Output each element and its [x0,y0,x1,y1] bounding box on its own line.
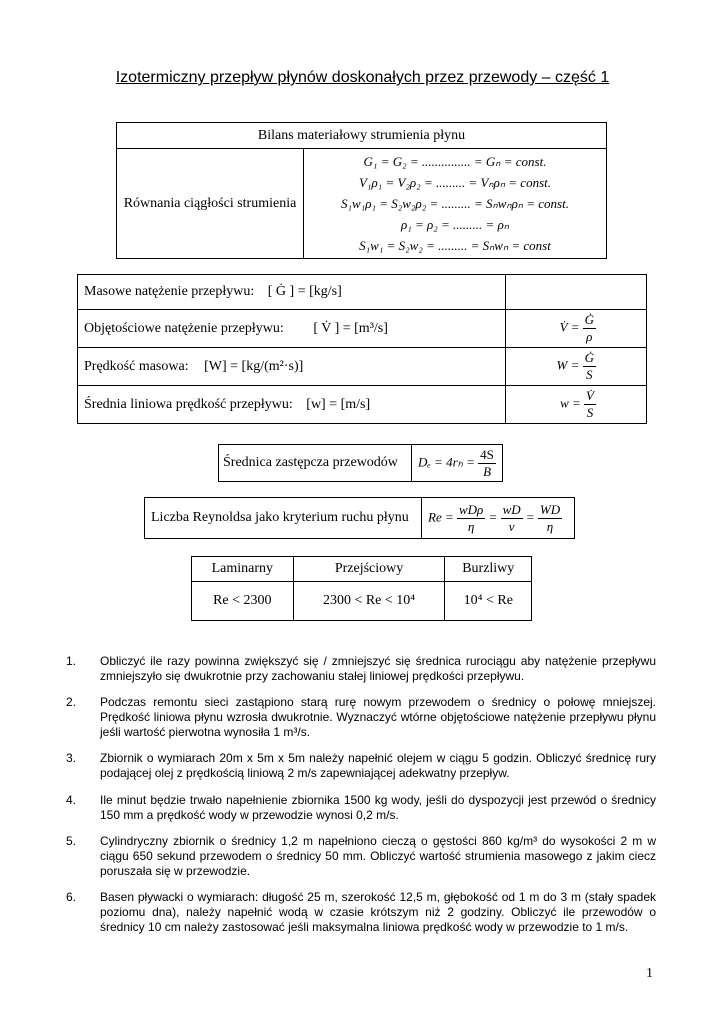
formula-numerator: wDρ [458,501,484,517]
formula-fraction [538,502,562,535]
diameter-table [218,444,503,482]
diameter-formula [412,445,503,482]
reynolds-label: Liczba Reynoldsa jako kryterium ruchu płynu [145,498,422,539]
formula-numerator: WD [539,501,561,517]
list-item [66,793,656,823]
formula-lhs: W = [556,357,580,373]
flow-label: Średnia liniowa prędkość przepływu: [84,396,293,412]
formula-fraction [457,502,485,535]
formula-numerator: 4S [480,446,494,462]
formula-fraction [501,502,523,535]
problem-text: Cylindryczny zbiornik o średnicy 1,2 m napełniono cieczą o gęstości 860 kg/m³ do wysokości 2 m w ciągu 650 sekund przewodem o średnicy 50 mm. Obliczyć wartość strumienia masowego z jakim ciecz poruszała się w przewodzie. [100,834,656,878]
equation-volume: V₁ρ₁ = V₂ρ₂ = ......... = Vₙρₙ = const. [358,175,551,190]
formula-numerator: Ġ [584,350,594,365]
flow-unit: [ V̇ ] = [m³/s] [313,320,388,336]
list-item [66,890,656,935]
equation-density: ρ₁ = ρ₂ = ......... = ρₙ [400,217,509,232]
diameter-label: Średnica zastępcza przewodów [219,445,412,482]
problem-number: 2. [66,695,77,709]
regime-value-laminar: Re < 2300 [192,582,294,621]
formula-denominator: S [586,367,593,382]
reynolds-formula [422,498,575,539]
formula-fraction [478,447,496,480]
flow-table [77,274,647,424]
equals-sign: = [525,508,535,524]
problem-number: 1. [66,654,77,668]
list-item [66,695,656,740]
flow-row [78,275,506,310]
formula-fraction [584,388,596,421]
formula-lhs: Re = [428,508,454,524]
flow-formula [506,310,647,348]
list-item [66,834,656,879]
formula-denominator: ν [508,518,515,534]
equation-area-velocity: S₁w₁ = S₂w₂ = ......... = Sₙwₙ = const [359,238,551,253]
formula-lhs: w = [560,395,581,411]
formula-denominator: η [546,518,554,534]
flow-row [78,348,506,386]
problem-number: 4. [66,793,77,807]
formula-denominator: S [586,405,594,420]
formula-numerator: Ġ [584,312,594,327]
problem-text: Zbiornik o wymiarach 20m x 5m x 5m należy napełnić olejem w ciągu 5 godzin. Obliczyć średnicę rury podającej olej z prędkością liniową 2 m/s zapewniającej adekwatny przepływ. [100,751,656,780]
flow-unit: [w] = [m/s] [306,396,371,412]
flow-formula [506,275,647,310]
flow-formula [506,386,647,424]
formula-fraction [583,312,596,345]
equation-area-velocity-density: S₁w₁ρ₁ = S₂w₂ρ₂ = ......... = Sₙwₙρₙ = const. [341,196,569,211]
flow-label: Prędkość masowa: [84,358,189,374]
problem-number: 6. [66,890,77,904]
list-item [66,751,656,781]
continuity-equations [304,149,607,259]
problem-text: Podczas remontu sieci zastąpiono starą rurę nowym przewodem o średnicy o połowę mniejszej. Prędkość liniowa płynu wzrosła dwukrotnie. Wyznaczyć wtórne objętościowe natężenie przepływu płynu jeśli wartość pierwotna wynosiła 1 m³/s. [100,695,656,739]
formula-lhs: V̇ = [559,319,580,335]
formula-numerator: V̇ [586,388,594,403]
problem-text: Obliczyć ile razy powinna zwiększyć się / zmniejszyć się średnica rurociągu aby natężenie przepływu zmniejszyło się dwukrotnie przy zachowaniu stałej liniowej prędkości przepływu. [100,654,656,683]
flow-label: Masowe natężenie przepływu: [84,284,255,299]
formula-numerator: wD [502,501,521,517]
formula-lhs: Dₑ = 4rₕ = [418,453,475,469]
flow-row [78,386,506,424]
balance-table [116,122,607,259]
formula-denominator: B [483,463,492,479]
equals-sign: = [488,508,498,524]
continuity-label: Równania ciągłości strumienia [117,149,304,259]
regime-header-laminar: Laminarny [192,557,294,582]
formula-denominator: η [467,518,475,534]
formula-fraction [583,350,596,383]
problem-text: Basen pływacki o wymiarach: długość 25 m, szerokość 12,5 m, głębokość od 1 m do 3 m (stały spadek poziomu dna), należy napełnić wodą w czasie krótszym niż 2 godziny. Obliczyć ile przewodów o średnicy 10 cm należy zastosować jeśli maksymalna liniowa prędkość wody w przewodzie to 1 m/s. [100,890,656,934]
list-item [66,654,656,684]
balance-header: Bilans materiałowy strumienia płynu [117,123,607,149]
flow-row [78,310,506,348]
page-number: 1 [646,966,653,981]
problem-number: 5. [66,834,77,848]
regimes-table [191,556,532,621]
equation-mass: G₁ = G₂ = ............... = Gₙ = const. [363,154,547,169]
flow-formula [506,348,647,386]
flow-label: Objętościowe natężenie przepływu: [84,320,284,336]
page-title: Izotermiczny przepływ płynów doskonałych przez przewody – część 1 [115,69,610,86]
problem-text: Ile minut będzie trwało napełnienie zbiornika 1500 kg wody, jeśli do dyspozycji jest przewód o średnicy 150 mm a prędkość wody w przewodzie wynosi 0,2 m/s. [100,793,656,822]
regime-value-transitional: 2300 < Re < 10⁴ [293,582,445,621]
formula-denominator: ρ [586,329,593,344]
problem-number: 3. [66,751,77,765]
regime-value-turbulent: 10⁴ < Re [445,582,532,621]
reynolds-table [144,497,575,539]
flow-unit: [W] = [kg/(m²·s)] [204,358,304,374]
flow-unit: [ Ġ ] = [kg/s] [267,284,342,299]
regime-header-turbulent: Burzliwy [445,557,532,582]
regime-header-transitional: Przejściowy [293,557,445,582]
